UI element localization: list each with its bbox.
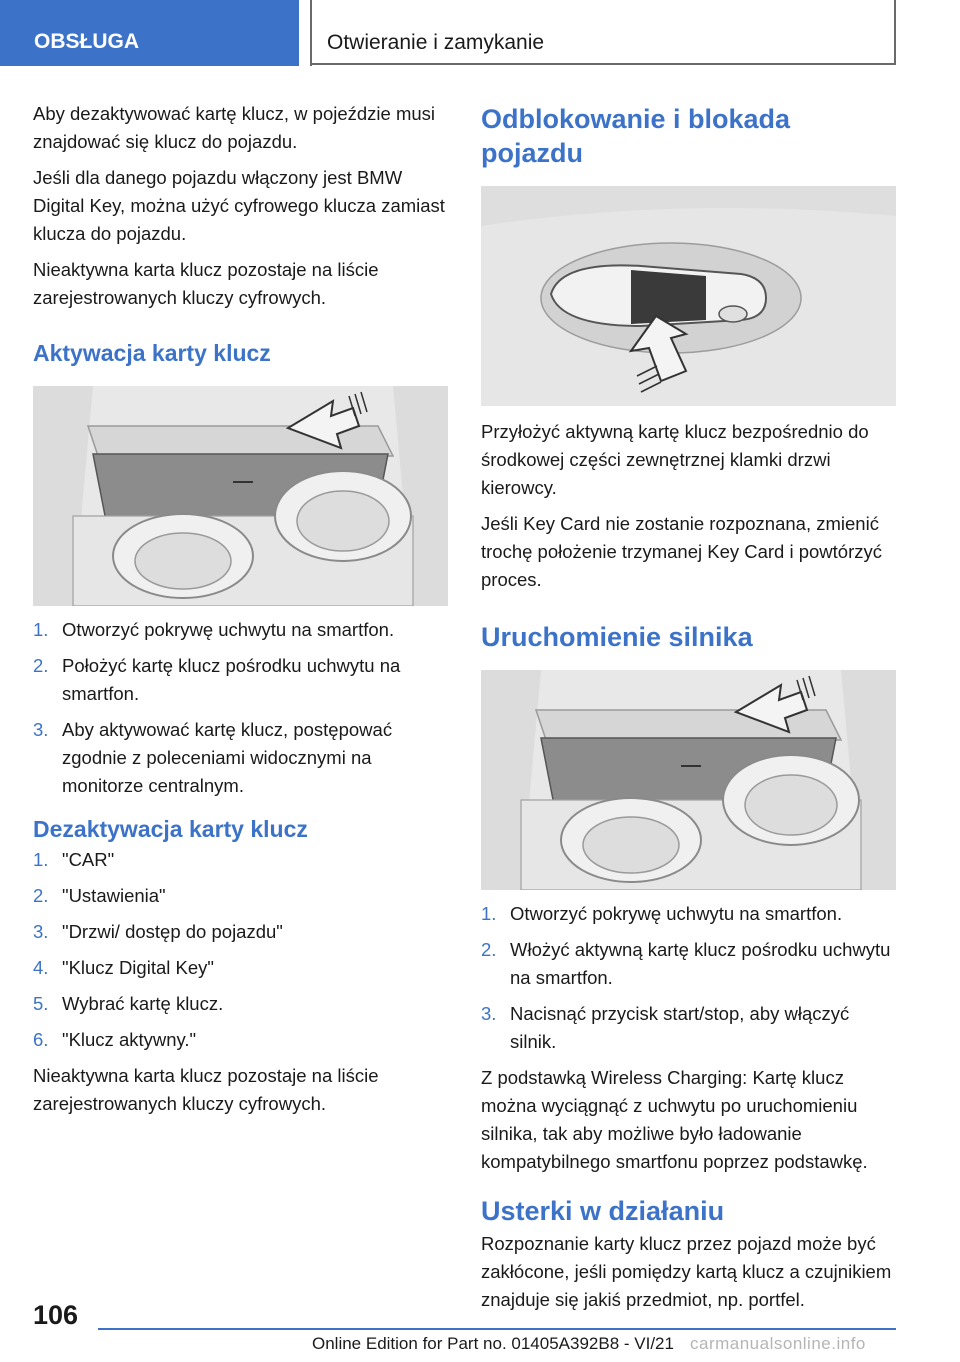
header-right-border [894, 0, 896, 65]
engine-start-steps [481, 900, 896, 1056]
step-text: Nacisnąć przycisk start/stop, aby włączyć silnik. [510, 1003, 850, 1052]
cupholder-card-illustration [33, 386, 448, 606]
header-underline [310, 63, 896, 65]
step-number: 2. [33, 655, 49, 676]
list-item [33, 846, 448, 874]
section-tab: OBSŁUGA [0, 0, 299, 66]
step-text: Wybrać kartę klucz. [62, 993, 224, 1014]
list-item [33, 954, 448, 982]
step-text: "Drzwi/ dostęp do pojazdu" [62, 921, 283, 942]
unlock-heading: Odblokowanie i blokada pojazdu [481, 104, 791, 168]
wireless-charging-note: Z podstawką Wireless Charging: Kartę klucz można wyciągnąć z uchwytu po uruchomieniu silnika, tak aby możliwe było ładowanie kompatybilnego smartfonu poprzez podstawkę. [481, 1067, 868, 1172]
activation-steps [33, 616, 448, 800]
list-item [33, 990, 448, 1018]
step-number: 4. [33, 957, 49, 978]
unlock-paragraph: Przyłożyć aktywną kartę klucz bezpośrednio do środkowej części zewnętrznej klamki drzwi kierowcy. [481, 421, 869, 498]
step-number: 3. [33, 719, 49, 740]
list-item [33, 918, 448, 946]
list-item [33, 652, 448, 708]
step-number: 3. [481, 1003, 497, 1024]
step-text: Włożyć aktywną kartę klucz pośrodku uchwytu na smartfon. [510, 939, 891, 988]
step-number: 2. [33, 885, 49, 906]
intro-paragraph: Nieaktywna karta klucz pozostaje na liście zarejestrowanych kluczy cyfrowych. [33, 259, 379, 308]
list-item [481, 936, 896, 992]
page-header [0, 0, 960, 66]
list-item [33, 616, 448, 644]
faults-paragraph: Rozpoznanie karty klucz przez pojazd może być zakłócone, jeśli pomiędzy kartą klucz a czujnikiem znajduje się jakiś przedmiot, np. portfel. [481, 1233, 892, 1310]
right-column [481, 100, 896, 1322]
footer-rule [98, 1328, 896, 1330]
step-number: 1. [33, 619, 49, 640]
watermark: carmanualsonline.info [690, 1334, 866, 1353]
list-item [33, 1026, 448, 1054]
door-handle-illustration [481, 186, 896, 406]
step-text: "Klucz aktywny." [62, 1029, 197, 1050]
edition-label: Online Edition for Part no. 01405A392B8 - VI/21 [312, 1334, 674, 1353]
step-text: Otworzyć pokrywę uchwytu na smartfon. [510, 903, 843, 924]
deactivation-note: Nieaktywna karta klucz pozostaje na liście zarejestrowanych kluczy cyfrowych. [33, 1065, 379, 1114]
step-number: 1. [481, 903, 497, 924]
deactivation-steps [33, 846, 448, 1054]
step-number: 1. [33, 849, 49, 870]
topic-title: Otwieranie i zamykanie [327, 31, 545, 54]
unlock-paragraph: Jeśli Key Card nie zostanie rozpoznana, zmienić trochę położenie trzymanej Key Card i powtórzyć proces. [481, 513, 883, 590]
page-number: 106 [33, 1300, 79, 1330]
step-number: 5. [33, 993, 49, 1014]
list-item [33, 716, 448, 800]
faults-heading: Usterki w działaniu [481, 1196, 725, 1226]
list-item [481, 900, 896, 928]
list-item [481, 1000, 896, 1056]
step-number: 2. [481, 939, 497, 960]
step-text: Położyć kartę klucz pośrodku uchwytu na smartfon. [62, 655, 401, 704]
deactivation-heading: Dezaktywacja karty klucz [33, 816, 308, 842]
header-divider [310, 0, 312, 66]
step-text: "Klucz Digital Key" [62, 957, 214, 978]
step-text: "CAR" [62, 849, 115, 870]
activation-heading: Aktywacja karty klucz [33, 340, 271, 366]
cupholder-start-illustration [481, 670, 896, 890]
step-text: Otworzyć pokrywę uchwytu na smartfon. [62, 619, 395, 640]
step-number: 6. [33, 1029, 49, 1050]
list-item [33, 882, 448, 910]
intro-paragraph: Jeśli dla danego pojazdu włączony jest BMW Digital Key, można użyć cyfrowego klucza zamiast klucza do pojazdu. [33, 167, 445, 244]
left-column [33, 100, 448, 1126]
step-text: "Ustawienia" [62, 885, 166, 906]
engine-start-heading: Uruchomienie silnika [481, 622, 753, 652]
intro-paragraph: Aby dezaktywować kartę klucz, w pojeździe musi znajdować się klucz do pojazdu. [33, 103, 436, 152]
step-text: Aby aktywować kartę klucz, postępować zgodnie z poleceniami widocznymi na monitorze centralnym. [62, 719, 393, 796]
step-number: 3. [33, 921, 49, 942]
